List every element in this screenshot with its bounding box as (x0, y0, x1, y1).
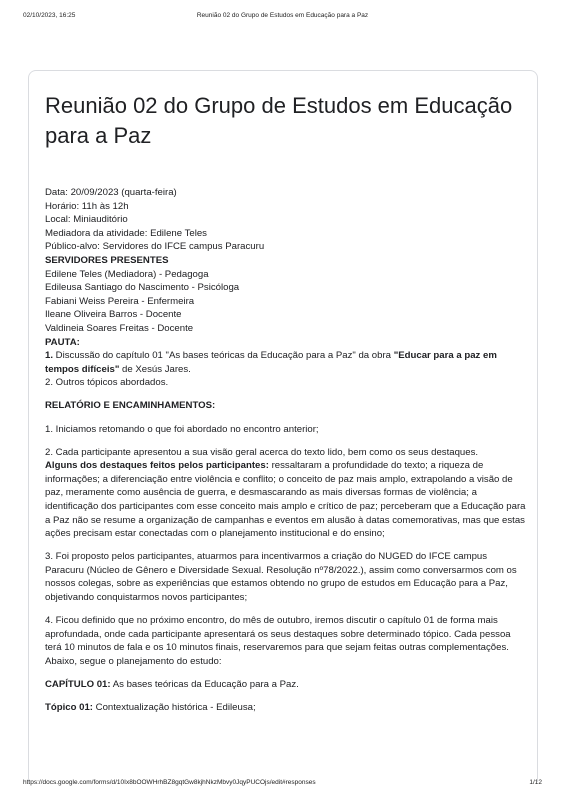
print-page-title: Reunião 02 do Grupo de Estudos em Educação para a Paz (196, 12, 369, 19)
servidor-item: Ileane Oliveira Barros - Docente (45, 309, 182, 321)
servidor-item: Edilene Teles (Mediadora) - Pedagoga (45, 268, 209, 280)
servidor-item: Fabiani Weiss Pereira - Enfermeira (45, 295, 195, 307)
servidor-item: Valdineia Soares Freitas - Docente (45, 322, 194, 334)
report-item-1: 1. Iniciamos retomando o que foi abordado no encontro anterior; (45, 423, 319, 435)
relatorio-heading: RELATÓRIO E ENCAMINHAMENTOS: (45, 400, 216, 412)
report-item-4: 4. Ficou definido que no próximo encontro, do mês de outubro, iremos discutir o capítulo 01 de forma mais aprofundada, onde cada participante apresentará os seus destaques sobre determinado tópico. Cada pessoa terá 10 minutos de fala e os 10 minutos finais, reservaremos para que sejam feitas outras complementações. Abaixo, segue o planejamento do estudo: (45, 615, 511, 667)
pauta-item-1: 1. Discussão do capítulo 01 "As bases teóricas da Educação para a Paz" da obra "Educar para a paz em tempos difíceis" de Xesús Jares. (45, 350, 497, 375)
document-body (45, 186, 527, 715)
servidor-item: Edileusa Santiago do Nascimento - Psicóloga (45, 282, 240, 294)
topic-line: Tópico 01: Contextualização histórica - Edileusa; (45, 702, 256, 714)
meta-mediator: Mediadora da atividade: Edilene Teles (45, 227, 207, 239)
meta-time: Horário: 11h às 12h (45, 200, 129, 212)
pauta-heading: PAUTA: (45, 336, 80, 348)
document-title: Reunião 02 do Grupo de Estudos em Educação para a Paz (45, 93, 513, 148)
print-footer (0, 779, 565, 791)
chapter-line: CAPÍTULO 01: As bases teóricas da Educação para a Paz. (45, 679, 299, 690)
meta-date: Data: 20/09/2023 (quarta-feira) (45, 187, 177, 198)
meta-location: Local: Miniauditório (45, 214, 128, 226)
report-item-3: 3. Foi proposto pelos participantes, atuarmos para incentivarmos a criação do NUGED do IFCE campus Paracuru (Núcleo de Gênero e Diversidade Sexual. Resolução nº78/2022.), assim como conversarmos com os nossos colegas, sobre as experiências que estamos obtendo no grupo de estudos em Educação para a Paz, objetivando conquistarmos novos participantes; (45, 551, 517, 604)
report-item-2: 2. Cada participante apresentou a sua visão geral acerca do texto lido, bem como os seus destaques. Alguns dos destaques feitos pelos participantes: ressaltaram a profundidade do texto; a riqueza de informações; a diferenciação entre violência e conflito; o conceito de paz mais amplo, extrapolando a visão de paz, meramente como ausência de guerra, e desmascarando as mais diversas formas de violência; a identificação dos participantes com esse conceito mais amplo e crítico de paz; perceberam que a Educação para a Paz não se resume a organização de campanhas e eventos em alusão à datas comemorativas, mas que estas ações precisam estar conectadas com o planejamento institucional e do ensino; (45, 446, 526, 540)
pauta-item-2: 2. Outros tópicos abordados. (45, 377, 169, 389)
page-number: 1/12 (529, 779, 542, 786)
print-url: https://docs.google.com/forms/d/10Ix8bOOWHrhBZ8gqtGw8kjhNkzMbvy0JqyPUCOjs/edit#responses (23, 779, 316, 786)
form-description-card (28, 70, 538, 782)
print-header (0, 12, 565, 24)
servidores-heading: SERVIDORES PRESENTES (45, 254, 169, 266)
print-timestamp: 02/10/2023, 16:25 (23, 12, 76, 19)
meta-audience: Público-alvo: Servidores do IFCE campus Paracuru (45, 241, 265, 253)
